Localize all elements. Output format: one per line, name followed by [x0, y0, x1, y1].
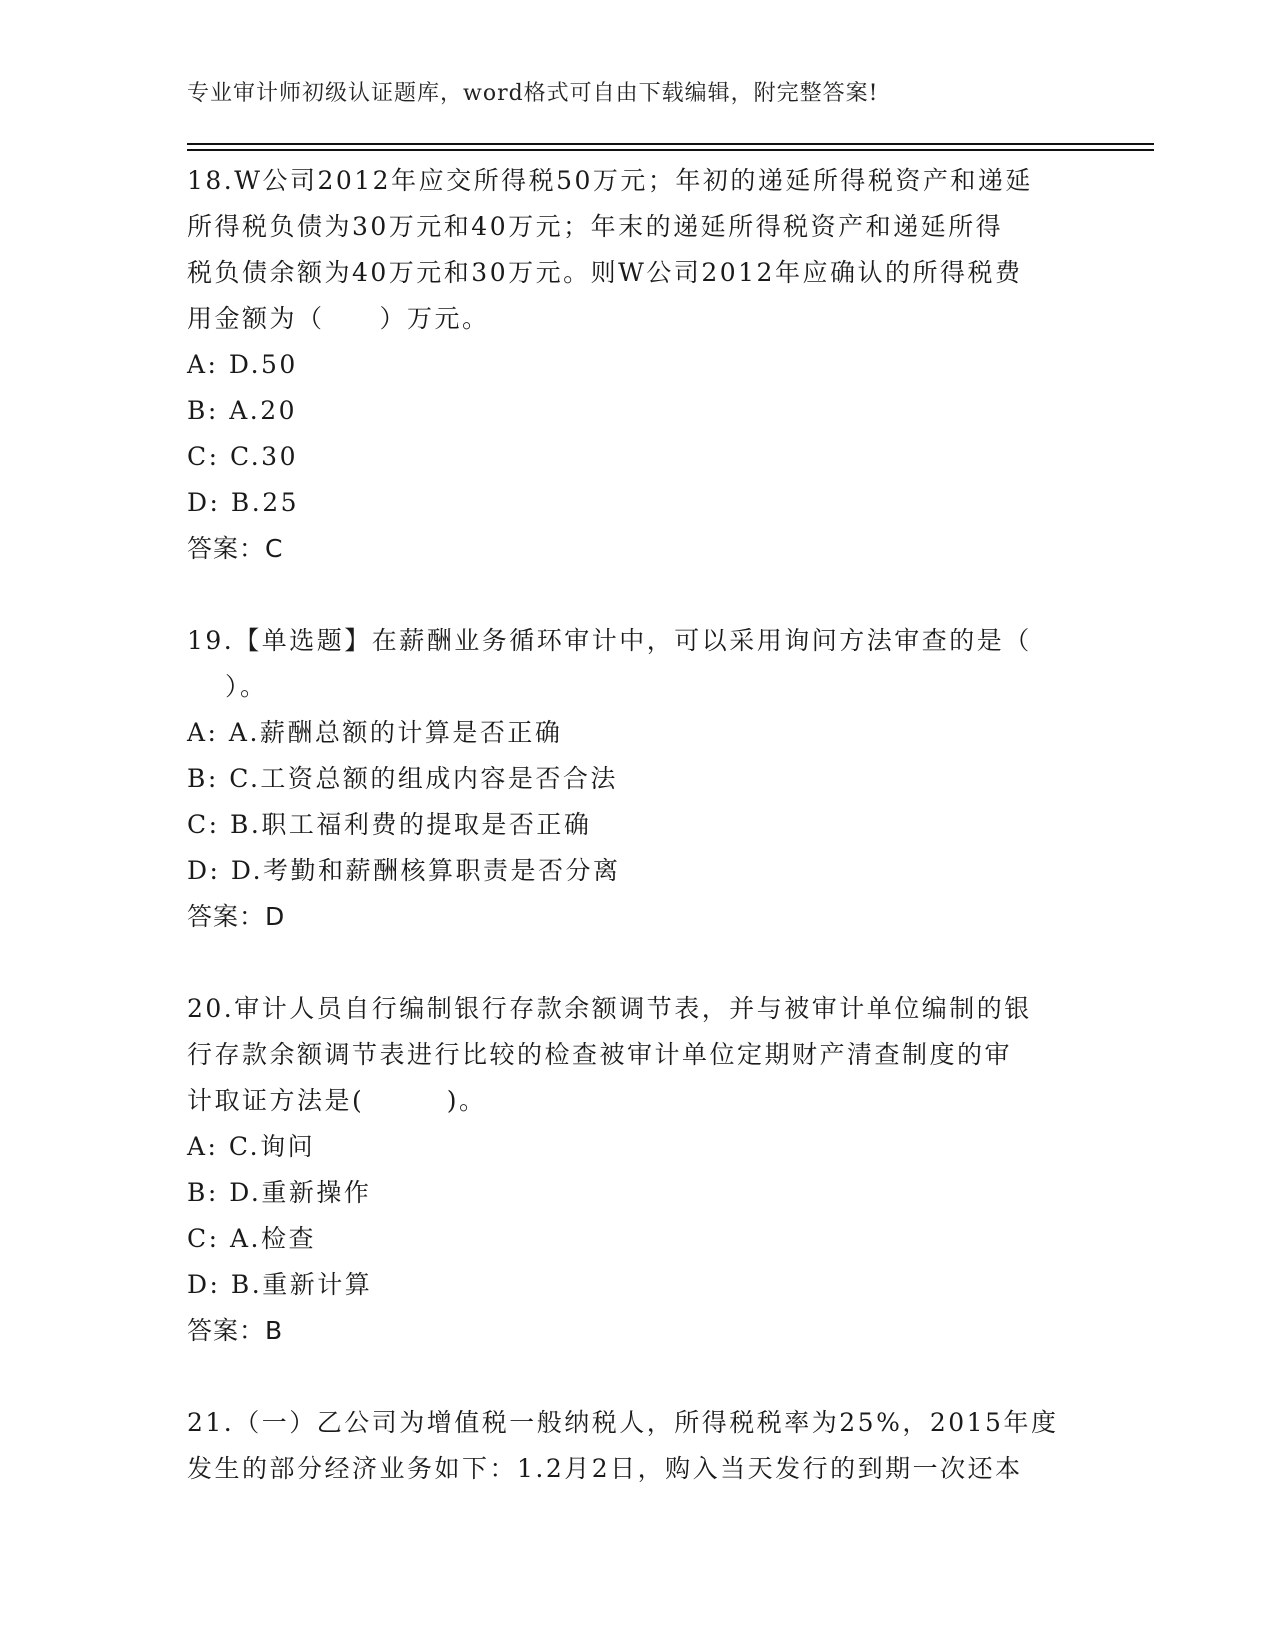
- question-stem-line: 行存款余额调节表进行比较的检查被审计单位定期财产清查制度的审: [187, 1040, 1013, 1069]
- answer-line: 答案：C: [187, 534, 284, 563]
- question-21: [187, 1400, 1087, 1492]
- option-a: A: C.询问: [187, 1132, 316, 1161]
- spacer: [187, 940, 1087, 986]
- question-18: [187, 158, 1087, 572]
- question-stem-line: 19.【单选题】在薪酬业务循环审计中，可以采用询问方法审查的是（: [187, 626, 1032, 655]
- option-b: B: C.工资总额的组成内容是否合法: [187, 764, 618, 793]
- option-d: D: B.25: [187, 488, 300, 517]
- page-header: 专业审计师初级认证题库，word格式可自由下载编辑，附完整答案!: [187, 81, 879, 106]
- option-c: C: A.检查: [187, 1224, 316, 1253]
- question-stem-line: 21.（一）乙公司为增值税一般纳税人，所得税税率为25%，2015年度: [187, 1408, 1059, 1437]
- spacer: [187, 1354, 1087, 1400]
- question-stem-line: 用金额为（ ）万元。: [187, 304, 490, 333]
- option-c: C: C.30: [187, 442, 298, 471]
- option-b: B: D.重新操作: [187, 1178, 372, 1207]
- answer-line: 答案：B: [187, 1316, 284, 1345]
- option-c: C: B.职工福利费的提取是否正确: [187, 810, 592, 839]
- option-b: B: A.20: [187, 396, 298, 425]
- option-a: A: D.50: [187, 350, 298, 379]
- question-stem-line: 18.W公司2012年应交所得税50万元；年初的递延所得税资产和递延: [187, 166, 1033, 195]
- option-a: A: A.薪酬总额的计算是否正确: [187, 718, 563, 747]
- question-stem-line: 税负债余额为40万元和30万元。则W公司2012年应确认的所得税费: [187, 258, 1023, 287]
- option-d: D: D.考勤和薪酬核算职责是否分离: [187, 856, 621, 885]
- header-divider-top: [187, 143, 1154, 145]
- header-divider-bottom: [187, 149, 1154, 151]
- option-d: D: B.重新计算: [187, 1270, 373, 1299]
- answer-line: 答案：D: [187, 902, 286, 931]
- question-stem-line: ）。: [225, 672, 268, 701]
- question-list: [187, 158, 1087, 1492]
- question-20: [187, 986, 1087, 1354]
- question-stem-line: 所得税负债为30万元和40万元；年末的递延所得税资产和递延所得: [187, 212, 1004, 241]
- question-stem-line: 计取证方法是( )。: [187, 1086, 487, 1115]
- question-19: [187, 618, 1087, 940]
- question-stem-line: 20.审计人员自行编制银行存款余额调节表，并与被审计单位编制的银: [187, 994, 1032, 1023]
- question-stem-line: 发生的部分经济业务如下：1.2月2日，购入当天发行的到期一次还本: [187, 1454, 1023, 1483]
- spacer: [187, 572, 1087, 618]
